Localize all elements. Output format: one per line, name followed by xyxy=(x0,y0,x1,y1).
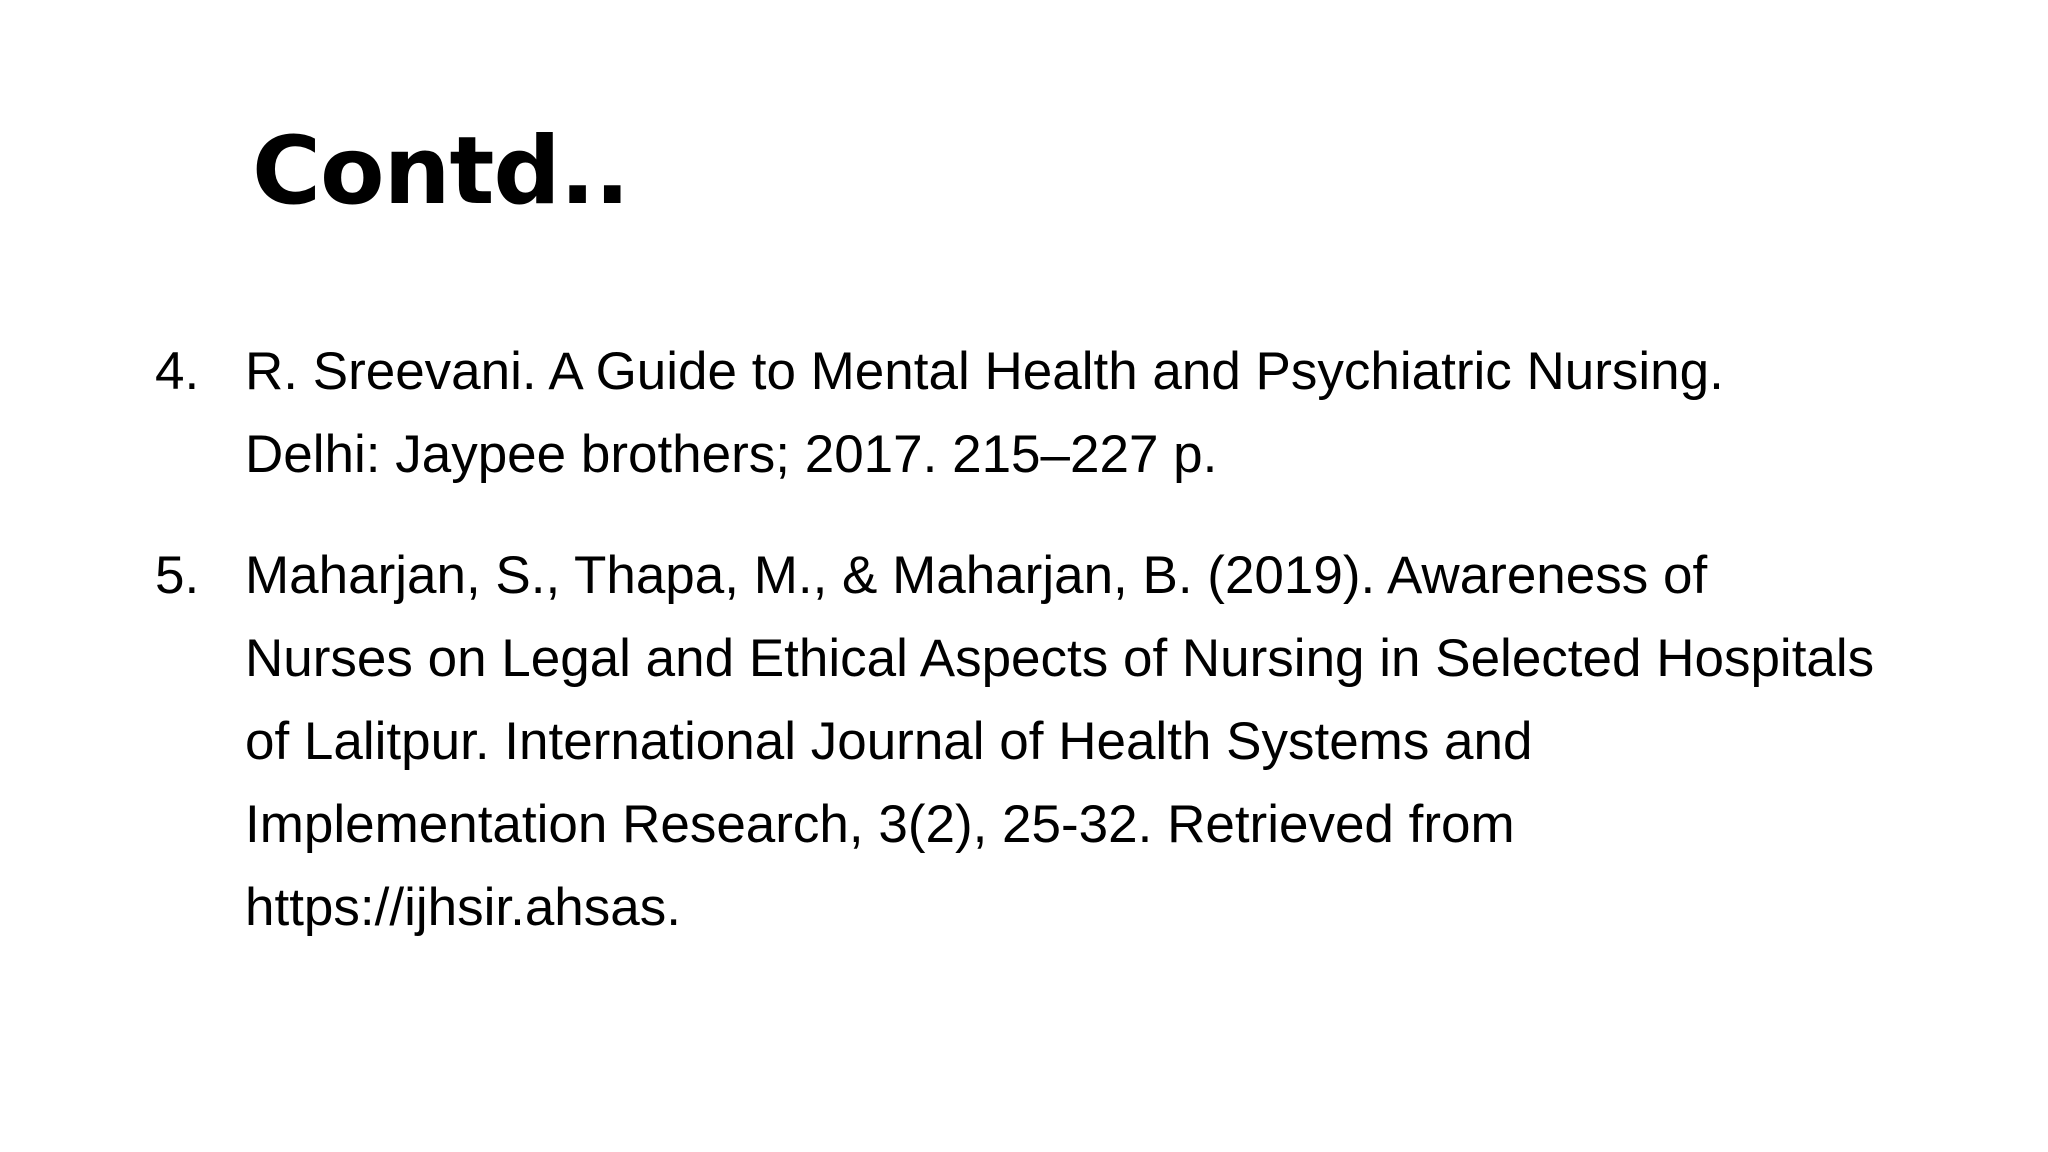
reference-number: 5. xyxy=(155,546,200,605)
slide-title: Contd.. xyxy=(252,117,630,226)
reference-text-line: Delhi: Jaypee brothers; 2017. 215–227 p. xyxy=(245,425,1218,484)
reference-text-line: of Lalitpur. International Journal of Health Systems and xyxy=(245,712,1533,771)
reference-item-5 xyxy=(155,534,1915,949)
reference-list xyxy=(155,330,1915,949)
reference-number: 4. xyxy=(155,342,200,401)
reference-item-4 xyxy=(155,330,1915,496)
reference-text-line: Maharjan, S., Thapa, M., & Maharjan, B. (2019). Awareness of xyxy=(245,546,1708,605)
reference-text-line: Implementation Research, 3(2), 25-32. Retrieved from xyxy=(245,795,1515,854)
reference-text-line: Nurses on Legal and Ethical Aspects of Nursing in Selected Hospitals xyxy=(245,629,1875,688)
reference-text-line: R. Sreevani. A Guide to Mental Health and Psychiatric Nursing. xyxy=(245,342,1724,401)
reference-url: https://ijhsir.ahsas. xyxy=(245,878,681,937)
